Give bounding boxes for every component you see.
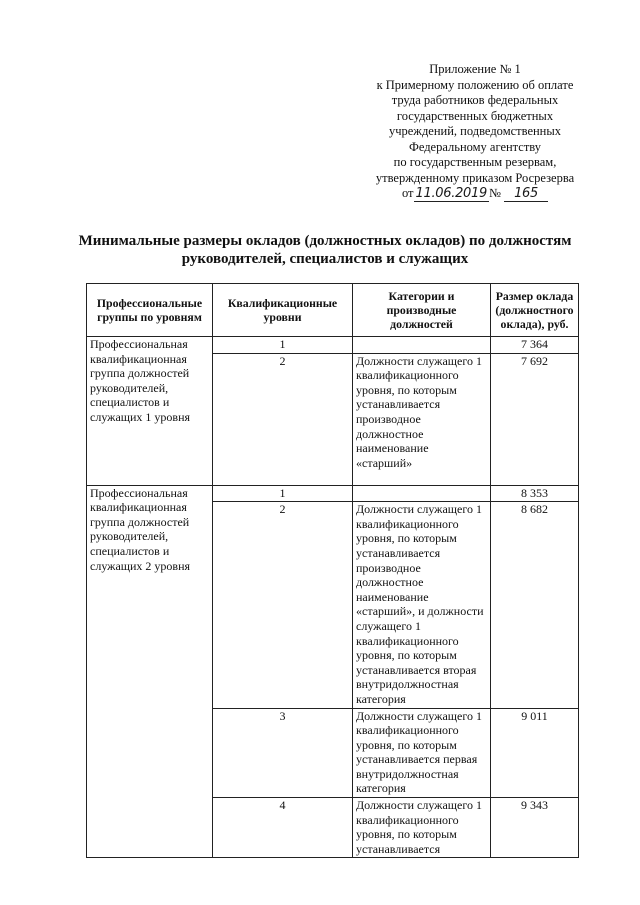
appendix-line: Федеральному агентству: [408, 139, 542, 154]
order-reference: [370, 186, 580, 202]
level-cell: 2: [213, 353, 353, 485]
salary-cell: 9 011: [491, 708, 579, 798]
title-line-2: руководителей, специалистов и служащих: [181, 251, 469, 267]
category-cell: [353, 337, 491, 354]
salary-cell: 7 364: [491, 337, 579, 354]
salary-cell: 8 682: [491, 502, 579, 708]
appendix-line: Приложение № 1: [429, 62, 521, 76]
table-header-row: [87, 284, 579, 337]
category-cell: Должности служащего 1 квалификационного уровня, по которым устанавливается: [353, 798, 491, 858]
appendix-line: утвержденному приказом Росрезерва: [375, 170, 575, 185]
appendix-line: труда работников федеральных: [391, 93, 559, 107]
header-category: Категории и производные должностей: [353, 284, 491, 337]
category-cell: Должности служащего 1 квалификационного уровня, по которым устанавливается первая внутридолжностная категория: [353, 708, 491, 798]
header-group: Профессиональные группы по уровням: [87, 284, 213, 337]
category-cell: Должности служащего 1 квалификационного уровня, по которым устанавливается производное должностное наименование «старший», и должности служащего 1 квалификационного уровня, по которым устанавливается вторая внутридолжностная категория: [353, 502, 491, 708]
category-cell: [353, 485, 491, 502]
document-title: [60, 232, 590, 268]
appendix-line: по государственным резервам,: [393, 155, 557, 169]
title-line-1: Минимальные размеры окладов (должностных окладов) по должностям: [78, 233, 572, 249]
appendix-line: государственных бюджетных: [396, 108, 554, 123]
salary-cell: 8 353: [491, 485, 579, 502]
level-cell: 1: [213, 485, 353, 502]
level-cell: 4: [213, 798, 353, 858]
salary-cell: 9 343: [491, 798, 579, 858]
level-cell: 2: [213, 502, 353, 708]
table-row: [87, 485, 579, 502]
appendix-line: к Примерному положению об оплате: [376, 77, 574, 92]
level-cell: 1: [213, 337, 353, 354]
header-level: Квалификационные уровни: [213, 284, 353, 337]
salary-table: [86, 283, 579, 858]
order-number-handwritten: 165: [504, 187, 548, 202]
group-name-cell: Профессиональная квалификационная группа должностей руководителей, специалистов и служащих 1 уровня: [87, 337, 213, 486]
table-row: [87, 337, 579, 354]
appendix-line: учреждений, подведомственных: [388, 124, 562, 138]
appendix-block: [370, 62, 580, 202]
order-number-sign: №: [488, 186, 501, 200]
group-name-cell: Профессиональная квалификационная группа должностей руководителей, специалистов и служащих 2 уровня: [87, 485, 213, 858]
header-salary: Размер оклада (должностного оклада), руб.: [491, 284, 579, 337]
order-prefix: от: [401, 186, 414, 200]
level-cell: 3: [213, 708, 353, 798]
salary-cell: 7 692: [491, 353, 579, 485]
category-cell: Должности служащего 1 квалификационного уровня, по которым устанавливается производное должностное наименование «старший»: [353, 353, 491, 485]
order-date-handwritten: 11.06.2019: [415, 186, 487, 201]
